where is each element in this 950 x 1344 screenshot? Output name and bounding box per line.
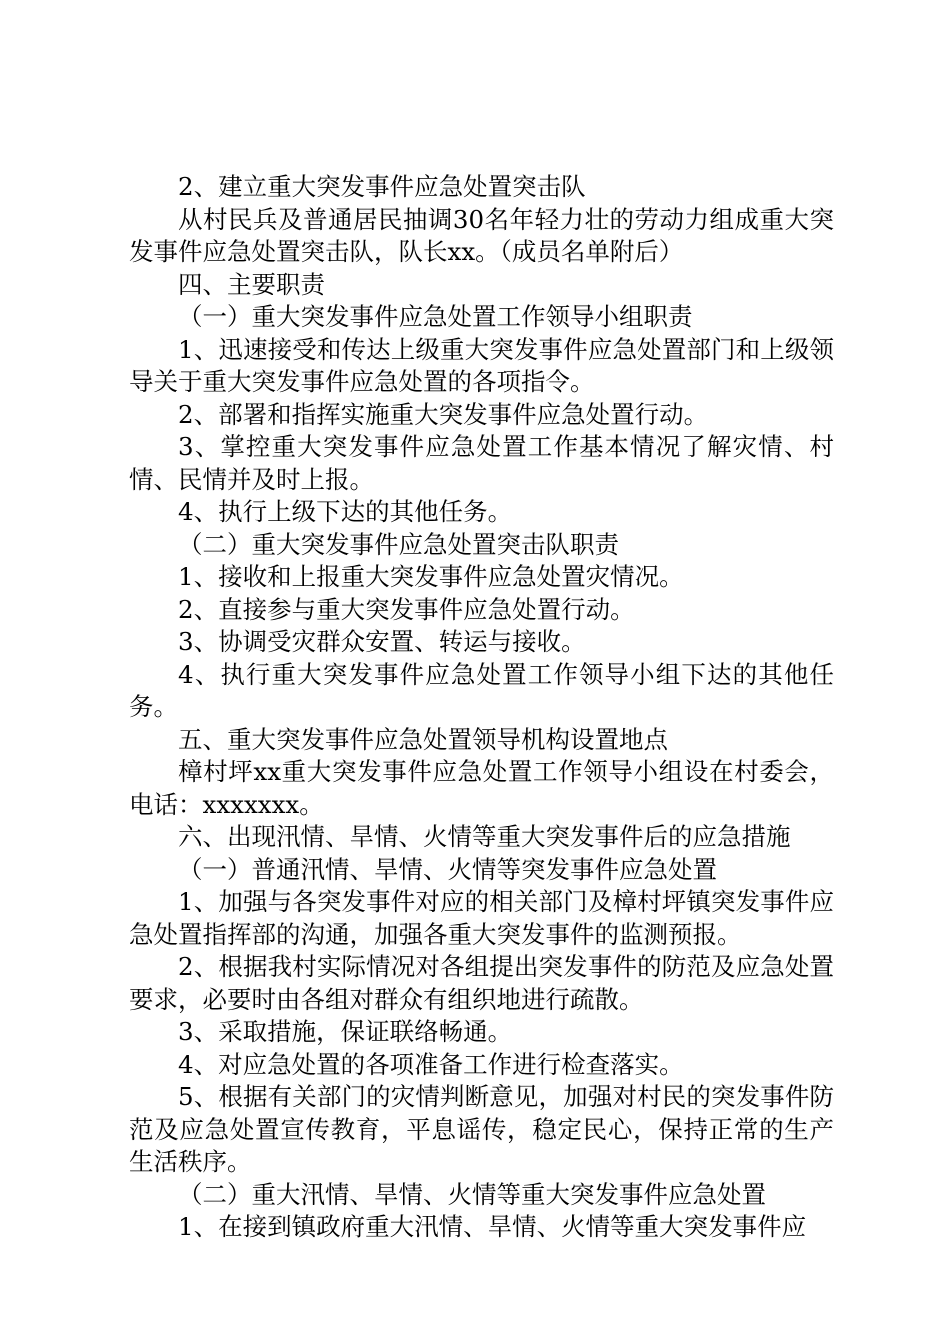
paragraph-assault-team-duty-1: 1、接收和上报重大突发事件应急处置灾情况。: [178, 562, 684, 591]
paragraph-major-measure-1: 1、在接到镇政府重大汛情、旱情、火情等重大突发事件应: [178, 1212, 807, 1241]
paragraph-leading-group-duty-3: 3、掌控重大突发事件应急处置工作基本情况了解灾情、村情、民情并及时上报。: [129, 432, 834, 494]
section-heading-main-duties: 四、主要职责: [178, 269, 325, 299]
paragraph-leading-group-duty-4: 4、执行上级下达的其他任务。: [178, 497, 513, 526]
paragraph-ordinary-measure-4: 4、对应急处置的各项准备工作进行检查落实。: [178, 1049, 684, 1079]
subsection-heading-assault-team-duties: （二）重大突发事件应急处置突击队职责: [178, 529, 619, 559]
section-heading-emergency-measures: 六、出现汛情、旱情、火情等重大突发事件后的应急措施: [178, 822, 791, 851]
paragraph-location-body: 樟村坪xx重大突发事件应急处置工作领导小组设在村委会，电话：xxxxxxx。: [129, 757, 834, 819]
paragraph-assault-team-heading: 2、建立重大突发事件应急处置突击队: [178, 172, 586, 201]
paragraph-ordinary-measure-2: 2、根据我村实际情况对各组提出突发事件的防范及应急处置要求，必要时由各组对群众有组织地进行疏散。: [129, 952, 834, 1014]
paragraph-leading-group-duty-1: 1、迅速接受和传达上级重大突发事件应急处置部门和上级领导关于重大突发事件应急处置的各项指令。: [129, 334, 834, 396]
paragraph-leading-group-duty-2: 2、部署和指挥实施重大突发事件应急处置行动。: [178, 399, 709, 429]
paragraph-assault-team-duty-3: 3、协调受灾群众安置、转运与接收。: [178, 627, 586, 656]
paragraph-ordinary-measure-1: 1、加强与各突发事件对应的相关部门及樟村坪镇突发事件应急处置指挥部的沟通，加强各重大突发事件的监测预报。: [129, 887, 834, 949]
paragraph-assault-team-body: 从村民兵及普通居民抽调30名年轻力壮的劳动力组成重大突发事件应急处置突击队，队长xx。（成员名单附后）: [129, 204, 834, 266]
subsection-heading-ordinary-events: （一）普通汛情、旱情、火情等突发事件应急处置: [178, 854, 717, 884]
paragraph-ordinary-measure-3: 3、采取措施，保证联络畅通。: [178, 1017, 513, 1046]
subsection-heading-major-events: （二）重大汛情、旱情、火情等重大突发事件应急处置: [178, 1179, 766, 1209]
section-heading-location: 五、重大突发事件应急处置领导机构设置地点: [178, 724, 668, 754]
paragraph-assault-team-duty-4: 4、执行重大突发事件应急处置工作领导小组下达的其他任务。: [129, 659, 834, 721]
paragraph-assault-team-duty-2: 2、直接参与重大突发事件应急处置行动。: [178, 594, 635, 624]
document-body: [129, 171, 834, 1244]
subsection-heading-leading-group-duties: （一）重大突发事件应急处置工作领导小组职责: [178, 302, 693, 331]
paragraph-ordinary-measure-5: 5、根据有关部门的灾情判断意见，加强对村民的突发事件防范及应急处置宣传教育，平息谣传，稳定民心，保持正常的生产生活秩序。: [129, 1082, 834, 1176]
